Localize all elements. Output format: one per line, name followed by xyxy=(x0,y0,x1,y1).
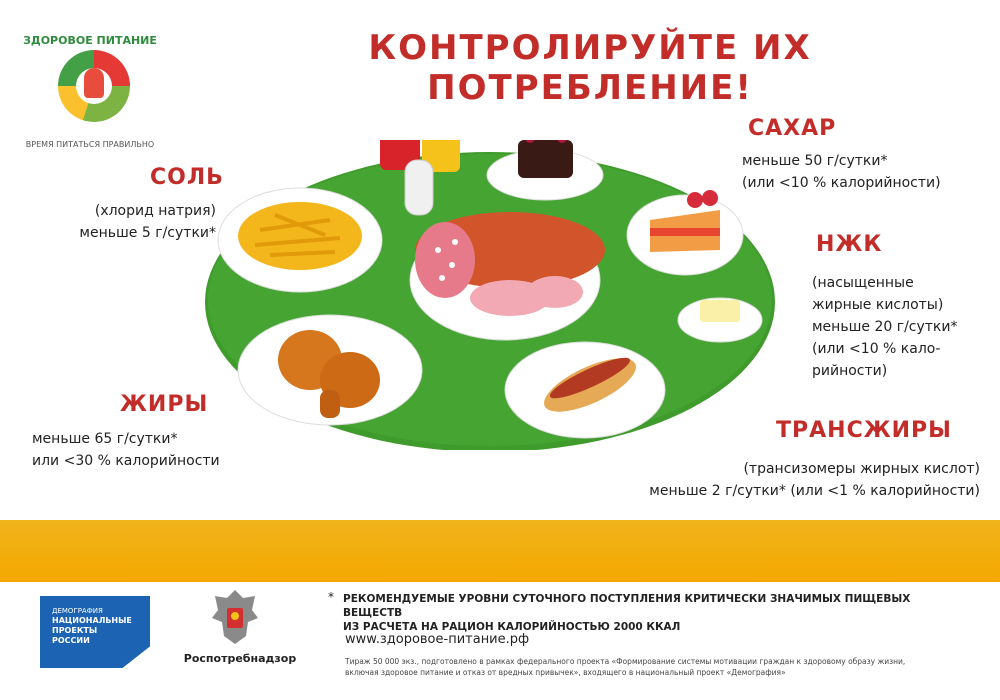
salt-line-1: (хлорид натрия) xyxy=(94,203,216,219)
logo-title: ЗДОРОВОЕ ПИТАНИЕ xyxy=(23,34,157,47)
footnote-line-2: ИЗ РАСЧЕТА НА РАЦИОН КАЛОРИЙНОСТЬЮ 2000 ККАЛ xyxy=(343,621,681,633)
website-link[interactable]: www.здоровое-питание.рф xyxy=(345,632,530,647)
np-line-2: ПРОЕКТЫ xyxy=(52,626,98,635)
agency-name: Роспотребнадзор xyxy=(183,652,297,665)
salt-line-2: меньше 5 г/сутки* xyxy=(79,225,216,241)
sugar-description xyxy=(742,150,982,194)
salt-title: СОЛЬ xyxy=(150,165,224,190)
print-info-line-1: Тираж 50 000 экз., подготовлено в рамках федерального проекта «Формирование системы мотивации граждан к здоровому образу жизни, xyxy=(345,657,906,666)
sfa-line-5: рийности) xyxy=(812,363,888,379)
sfa-line-3: меньше 20 г/сутки* xyxy=(812,319,958,335)
fats-title: ЖИРЫ xyxy=(120,392,209,417)
trans-fats-title: ТРАНСЖИРЫ xyxy=(776,418,952,443)
page-title: КОНТРОЛИРУЙТЕ ИХ ПОТРЕБЛЕНИЕ! xyxy=(368,28,812,108)
logo-person-icon xyxy=(84,68,104,98)
np-line-3: РОССИИ xyxy=(52,636,90,645)
trans-line-2: меньше 2 г/сутки* (или <1 % калорийности) xyxy=(649,483,980,499)
sfa-line-4: (или <10 % кало- xyxy=(812,341,941,357)
sfa-line-2: жирные кислоты) xyxy=(812,297,944,313)
footnote-line-1: РЕКОМЕНДУЕМЫЕ УРОВНИ СУТОЧНОГО ПОСТУПЛЕНИЯ КРИТИЧЕСКИ ЗНАЧИМЫХ ПИЩЕВЫХ ВЕЩЕСТВ xyxy=(343,593,911,619)
print-info-line-2: включая здоровое питание и отказ от вредных привычек», входящего в национальный проект «Демография» xyxy=(345,668,786,677)
sugar-line-2: (или <10 % калорийности) xyxy=(742,175,941,191)
orange-divider-band xyxy=(0,520,1000,582)
salt-description xyxy=(20,200,216,244)
food-table-illustration xyxy=(200,140,800,450)
sfa-title: НЖК xyxy=(816,232,883,257)
eagle-emblem-icon xyxy=(210,588,260,646)
fats-line-2: или <30 % калорийности xyxy=(32,453,220,469)
sfa-line-1: (насыщенные xyxy=(812,275,914,291)
national-projects-text xyxy=(52,606,142,646)
np-top-label: ДЕМОГРАФИЯ xyxy=(52,607,103,615)
sfa-description xyxy=(812,272,992,382)
np-line-1: НАЦИОНАЛЬНЫЕ xyxy=(52,616,132,625)
healthy-eating-logo xyxy=(20,34,160,149)
print-info xyxy=(345,656,985,678)
sugar-line-1: меньше 50 г/сутки* xyxy=(742,153,888,169)
trans-fats-description xyxy=(560,458,980,502)
table-scene-icon xyxy=(200,140,800,450)
logo-tagline: ВРЕМЯ ПИТАТЬСЯ ПРАВИЛЬНО xyxy=(25,140,155,149)
sugar-title: САХАР xyxy=(748,116,837,141)
fats-line-1: меньше 65 г/сутки* xyxy=(32,431,178,447)
footnote-text xyxy=(343,592,953,634)
footnote-asterisk: * xyxy=(328,590,334,604)
trans-line-1: (трансизомеры жирных кислот) xyxy=(743,461,980,477)
fats-description xyxy=(32,428,262,472)
